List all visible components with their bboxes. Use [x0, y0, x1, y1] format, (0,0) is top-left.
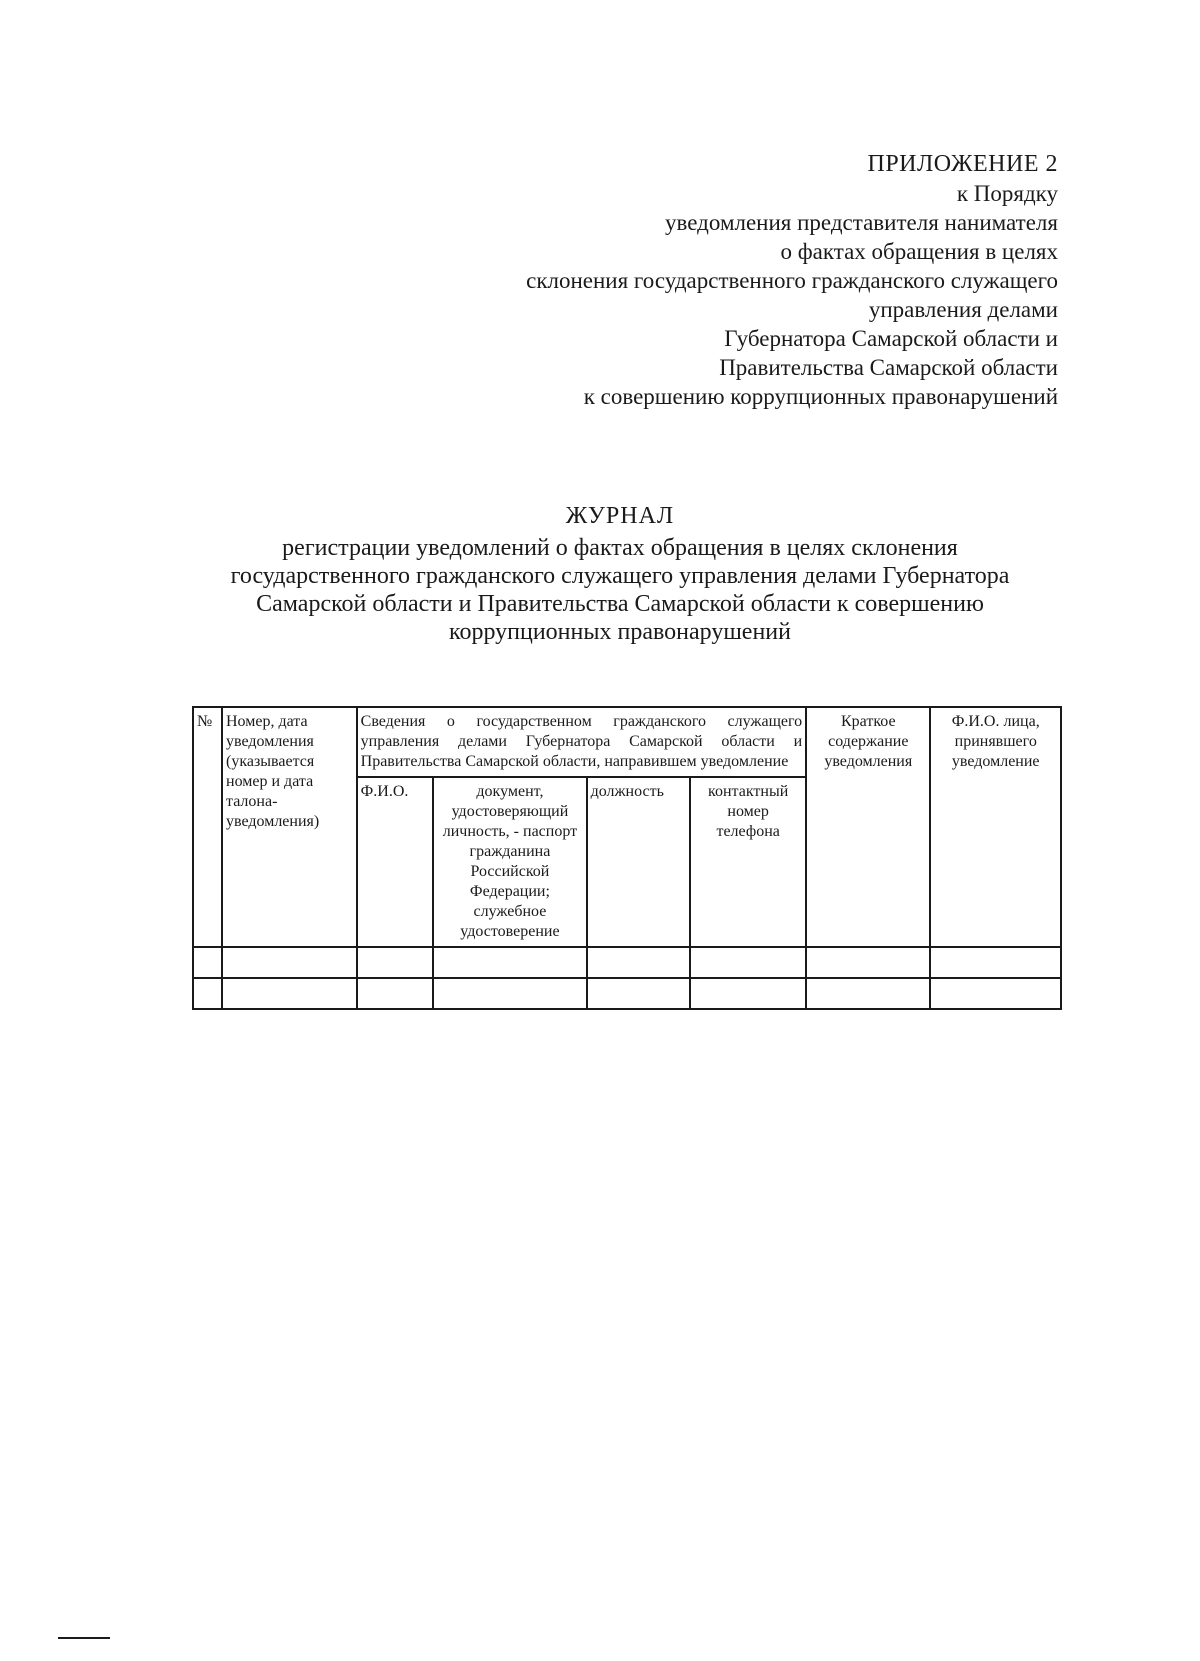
journal-title: ЖУРНАЛ — [565, 503, 675, 529]
header-number-sign: № — [193, 707, 222, 947]
appendix-heading: ПРИЛОЖЕНИЕ 2 — [867, 151, 1058, 177]
journal-subtitle-line: регистрации уведомлений о фактах обращения в целях склонения — [282, 535, 958, 561]
table-cell — [357, 978, 434, 1009]
header-employee-info: Сведения о государственном гражданского служащего управления делами Губернатора Самарской области и Правительства Самарской области, направившем уведомление — [357, 707, 807, 777]
header-accepted-by: Ф.И.О. лица, принявшего уведомление — [930, 707, 1061, 947]
table-cell — [690, 947, 806, 978]
table-cell — [222, 978, 357, 1009]
table-cell — [222, 947, 357, 978]
subheader-fio: Ф.И.О. — [357, 777, 434, 947]
appendix-line: о фактах обращения в целях — [780, 239, 1058, 264]
appendix-line: склонения государственного гражданского служащего — [526, 268, 1058, 293]
table-header-row — [193, 707, 1061, 777]
header-summary: Краткое содержание уведомления — [806, 707, 930, 947]
subheader-phone: контактный номер телефона — [690, 777, 806, 947]
table-row — [193, 978, 1061, 1009]
appendix-line: Правительства Самарской области — [719, 355, 1058, 380]
journal-subtitle-line: Самарской области и Правительства Самарской области к совершению — [256, 591, 984, 617]
subheader-identity-document: документ, удостоверяющий личность, - паспорт гражданина Российской Федерации; служебное удостоверение — [433, 777, 586, 947]
header-notice-number-date: Номер, дата уведомления (указывается номер и дата талона-уведомления) — [222, 707, 357, 947]
table-cell — [930, 947, 1061, 978]
journal-subtitle-line: государственного гражданского служащего управления делами Губернатора — [230, 563, 1010, 589]
table-cell — [930, 978, 1061, 1009]
registration-table — [192, 706, 1062, 1010]
table-row — [193, 947, 1061, 978]
table-cell — [806, 978, 930, 1009]
table-cell — [587, 978, 691, 1009]
journal-subtitle-line: коррупционных правонарушений — [449, 619, 791, 645]
table-cell — [193, 947, 222, 978]
appendix-line: к совершению коррупционных правонарушений — [583, 384, 1058, 409]
table-cell — [690, 978, 806, 1009]
table-cell — [433, 978, 586, 1009]
table-cell — [806, 947, 930, 978]
table-cell — [357, 947, 434, 978]
journal-heading-block — [160, 502, 1080, 646]
appendix-line: к Порядку — [956, 181, 1058, 206]
appendix-line: уведомления представителя нанимателя — [665, 210, 1058, 235]
subheader-position: должность — [587, 777, 691, 947]
table-cell — [587, 947, 691, 978]
table-cell — [193, 978, 222, 1009]
table-cell — [433, 947, 586, 978]
appendix-block — [338, 150, 1058, 411]
appendix-line: Губернатора Самарской области и — [724, 326, 1058, 351]
appendix-line: управления делами — [868, 297, 1058, 322]
footnote-rule — [58, 1637, 110, 1639]
